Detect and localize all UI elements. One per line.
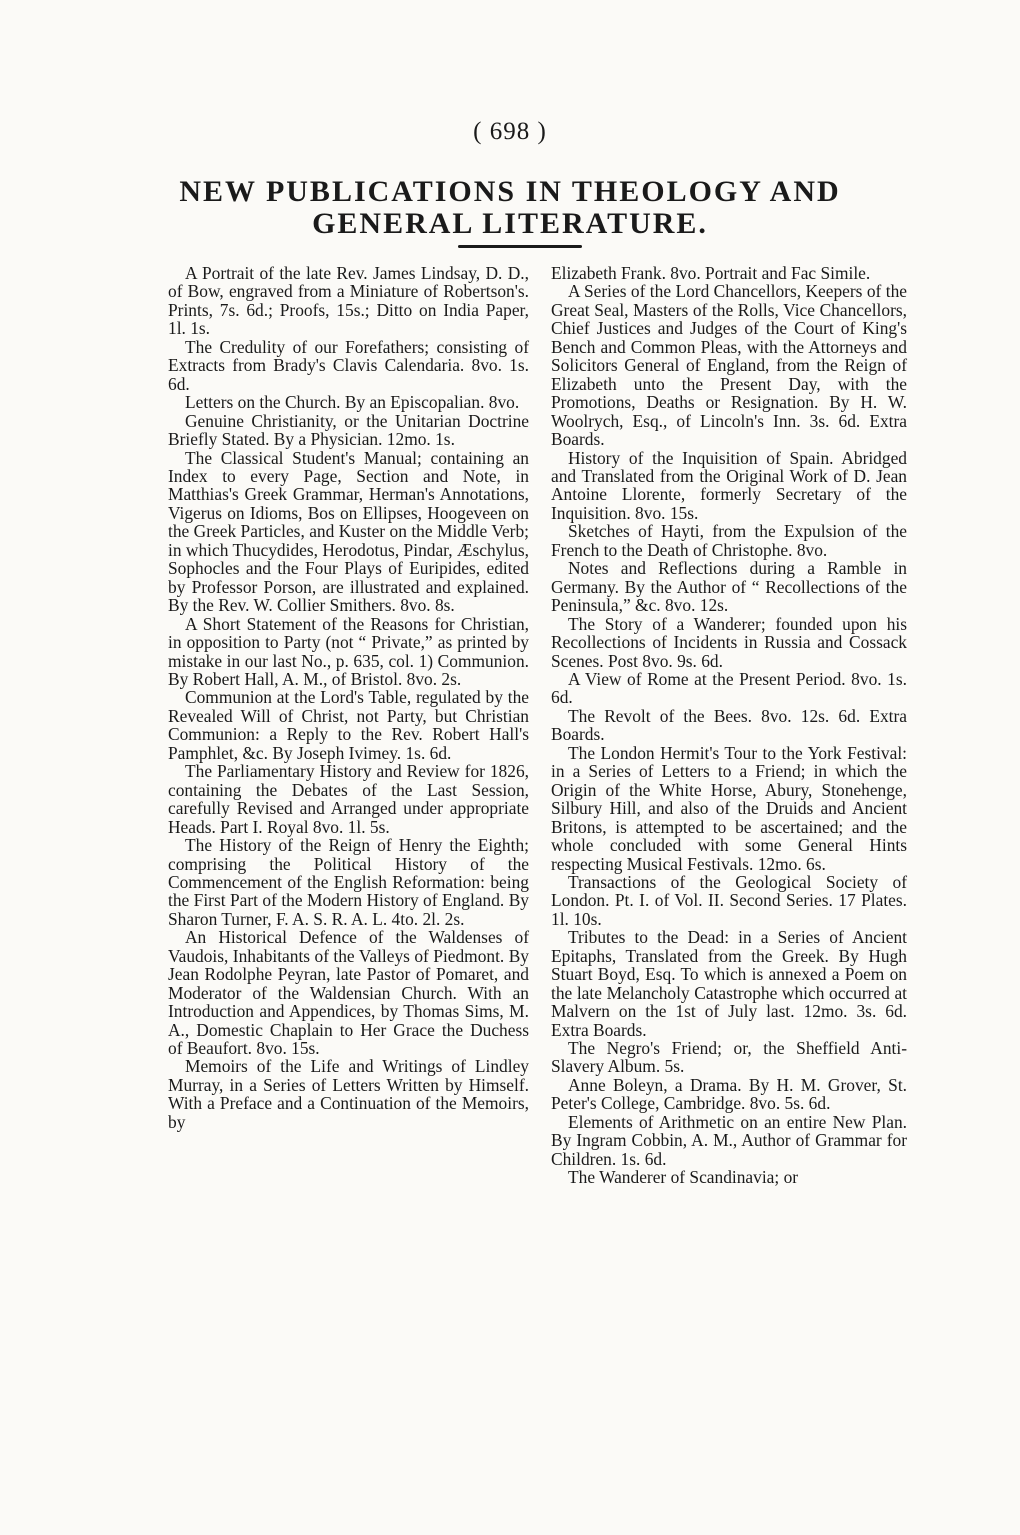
left-column bbox=[168, 264, 529, 1131]
listing-entry: The History of the Reign of Henry the Eighth; comprising the Political History of the Commencement of the English Reformation: being the First Part of the Modern History of England. By Sharon Turner, F. A. S. R. A. L. 4to. 2l. 2s. bbox=[168, 835, 529, 929]
listing-entry: A Series of the Lord Chancellors, Keepers of the Great Seal, Masters of the Rolls, Vice Chancellors, Chief Justices and Judges of the Court of King's Bench and Common Pleas, with the Attorneys and Solicitors General of England, from the Reign of Elizabeth unto the Present Day, with the Promotions, Deaths or Resignation. By H. W. Woolrych, Esq., of Lincoln's Inn. 3s. 6d. Extra Boards. bbox=[551, 281, 907, 450]
listing-entry: The London Hermit's Tour to the York Festival: in a Series of Letters to a Friend; in which the Origin of the White Horse, Abury, Stonehenge, Silbury Hill, and also of the Druids and Ancient Britons, is attempted to be ascertained; and the whole concluded with some General Hints respecting Musical Festivals. 12mo. 6s. bbox=[551, 742, 907, 874]
listing-entry: Communion at the Lord's Table, regulated by the Revealed Will of Christ, not Party, but Christian Communion: a Reply to the Rev. Robert Hall's Pamphlet, &c. By Joseph Ivimey. 1s. 6d. bbox=[168, 687, 529, 763]
right-column bbox=[551, 264, 907, 1187]
page-number: ( 698 ) bbox=[473, 118, 547, 145]
listing-entry: The Classical Student's Manual; containing an Index to every Page, Section and Note, in Matthias's Greek Grammar, Herman's Annotations, Vigerus on Idioms, Bos on Ellipses, Hoogeveen on the Greek Particles, and Kuster on the Middle Verb; in which Thucydides, Herodotus, Pindar, Æschylus, Sophocles and the Four Plays of Euripides, edited by Professor Porson, are illustrated and explained. By the Rev. W. Collier Smithers. 8vo. 8s. bbox=[168, 447, 529, 616]
listing-entry: The Negro's Friend; or, the Sheffield Anti-Slavery Album. 5s. bbox=[551, 1038, 907, 1077]
listing-entry: A Short Statement of the Reasons for Christian, in opposition to Party (not “ Private,” as printed by mistake in our last No., p. 635, col. 1) Communion. By Robert Hall, A. M., of Bristol. 8vo. 2s. bbox=[168, 613, 529, 689]
listing-entry: An Historical Defence of the Waldenses of Vaudois, Inhabitants of the Valleys of Piedmont. By Jean Rodolphe Peyran, late Pastor of Pomaret, and Moderator of the Waldensian Church. With an Introduction and Appendices, by Thomas Sims, M. A., Domestic Chaplain to Her Grace the Duchess of Beaufort. 8vo. 15s. bbox=[168, 927, 529, 1059]
listing-entry: A View of Rome at the Present Period. 8vo. 1s. 6d. bbox=[551, 668, 907, 708]
listing-entry: The Story of a Wanderer; founded upon his Recollections of Incidents in Russia and Cossack Scenes. Post 8vo. 9s. 6d. bbox=[551, 613, 907, 671]
heading-line-2: GENERAL LITERATURE. bbox=[312, 207, 708, 240]
listing-entry: Elements of Arithmetic on an entire New Plan. By Ingram Cobbin, A. M., Author of Grammar for Children. 1s. 6d. bbox=[551, 1111, 907, 1169]
listing-entry: Genuine Christianity, or the Unitarian Doctrine Briefly Stated. By a Physician. 12mo. 1s. bbox=[168, 410, 529, 450]
listing-entry: The Wanderer of Scandinavia; or bbox=[568, 1167, 799, 1188]
listing-entry: The Revolt of the Bees. 8vo. 12s. 6d. Extra Boards. bbox=[551, 705, 907, 745]
listing-entry: Sketches of Hayti, from the Expulsion of the French to the Death of Christophe. 8vo. bbox=[551, 521, 907, 560]
listing-entry: History of the Inquisition of Spain. Abridged and Translated from the Original Work of D. Jean Antoine Llorente, formerly Secretary of the Inquisition. 8vo. 15s. bbox=[551, 447, 907, 523]
listing-entry: Tributes to the Dead: in a Series of Ancient Epitaphs, Translated from the Greek. By Hugh Stuart Boyd, Esq. To which is annexed a Poem on the late Melancholy Catastrophe which occurred at Malvern on the 1st of July last. 12mo. 3s. 6d. Extra Boards. bbox=[551, 927, 907, 1040]
listing-entry-continuation: Elizabeth Frank. 8vo. Portrait and Fac Simile. bbox=[551, 263, 871, 283]
listing-entry: Notes and Reflections during a Ramble in Germany. By the Author of “ Recollections of the Peninsula,” &c. 8vo. 12s. bbox=[551, 558, 907, 616]
listing-entry: The Parliamentary History and Review for 1826, containing the Debates of the Last Session, carefully Revised and Arranged under appropriate Heads. Part I. Royal 8vo. 1l. 5s. bbox=[168, 761, 529, 837]
listing-entry: Anne Boleyn, a Drama. By H. M. Grover, St. Peter's College, Cambridge. 8vo. 5s. 6d. bbox=[551, 1074, 907, 1114]
listing-entry: Letters on the Church. By an Episcopalian. 8vo. bbox=[185, 392, 520, 413]
listing-entry: Transactions of the Geological Society of London. Pt. I. of Vol. II. Second Series. 17 Plates. 1l. 10s. bbox=[551, 871, 907, 929]
heading-line-1: NEW PUBLICATIONS IN THEOLOGY AND bbox=[179, 175, 841, 208]
title-rule bbox=[458, 245, 582, 248]
listing-entry: Memoirs of the Life and Writings of Lindley Murray, in a Series of Letters Written by Himself. With a Preface and a Continuation of the Memoirs, by bbox=[168, 1056, 529, 1132]
listing-entry: The Credulity of our Forefathers; consisting of Extracts from Brady's Clavis Calendaria. 8vo. 1s. 6d. bbox=[168, 336, 529, 394]
listing-entry: A Portrait of the late Rev. James Lindsay, D. D., of Bow, engraved from a Miniature of Robertson's. Prints, 7s. 6d.; Proofs, 15s.; Ditto on India Paper, 1l. 1s. bbox=[168, 263, 529, 339]
